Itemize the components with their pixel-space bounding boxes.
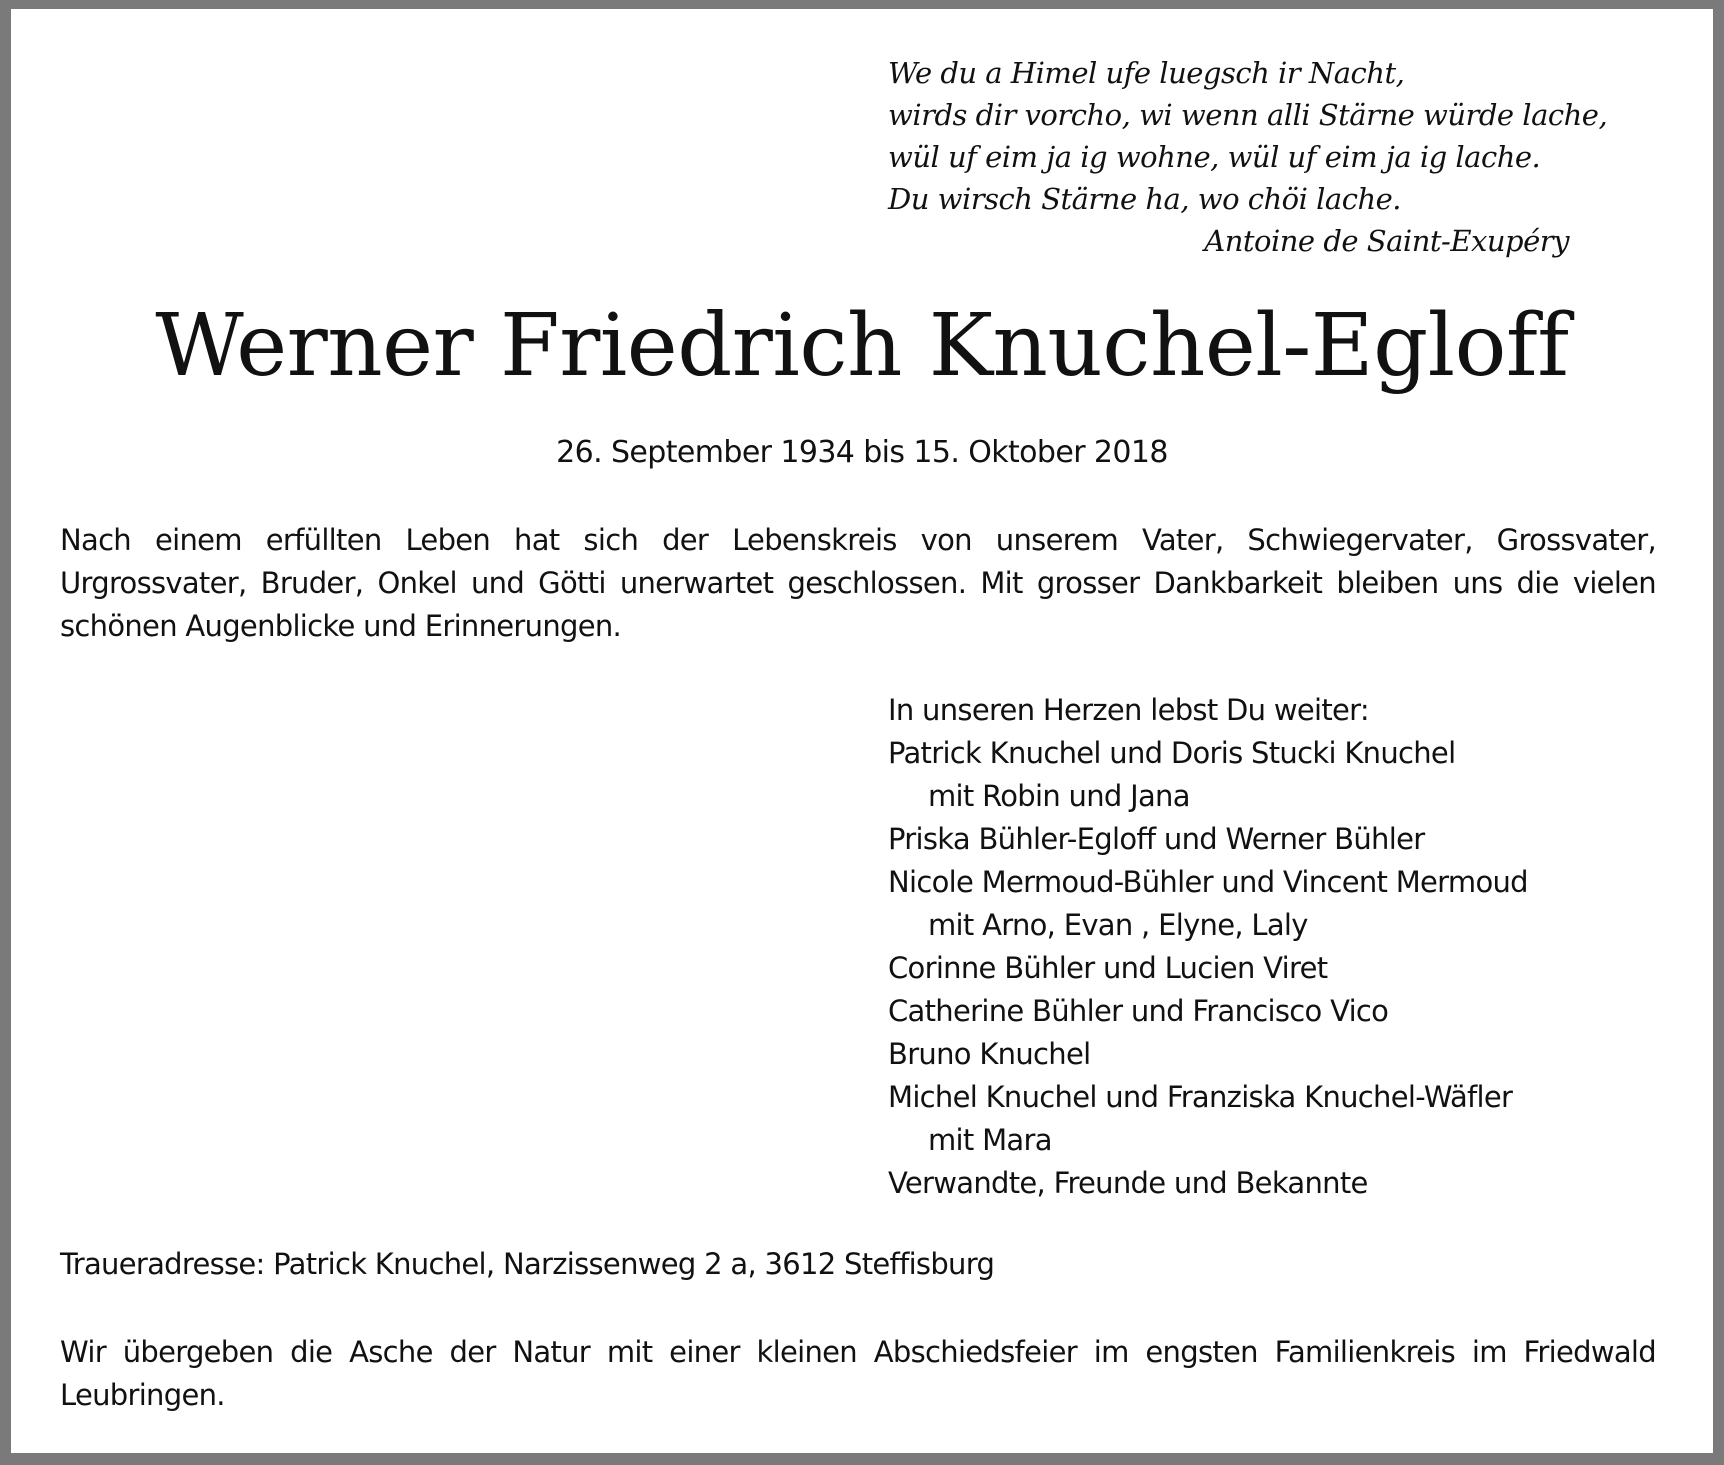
poem-line: wirds dir vorcho, wi wenn alli Stärne würde lache, bbox=[888, 98, 1608, 132]
family-entry: Priska Bühler-Egloff und Werner Bühler bbox=[888, 822, 1425, 856]
family-entry: Michel Knuchel und Franziska Knuchel-Wäfler bbox=[888, 1080, 1513, 1114]
obituary-notice bbox=[11, 9, 1713, 1453]
life-dates: 26. September 1934 bis 15. Oktober 2018 bbox=[556, 435, 1168, 470]
mourning-address: Traueradresse: Patrick Knuchel, Narzissenweg 2 a, 3612 Steffisburg bbox=[60, 1247, 995, 1281]
poem-line: We du a Himel ufe luegsch ir Nacht, bbox=[888, 56, 1405, 90]
family-entry: Corinne Bühler und Lucien Viret bbox=[888, 951, 1328, 985]
poem-author: Antoine de Saint-Exupéry bbox=[1204, 224, 1569, 258]
poem-line: wül uf eim ja ig wohne, wül uf eim ja ig lache. bbox=[888, 140, 1541, 174]
family-entry: Verwandte, Freunde und Bekannte bbox=[888, 1166, 1368, 1200]
family-list bbox=[888, 689, 1688, 1205]
family-entry: Nicole Mermoud-Bühler und Vincent Mermoud bbox=[888, 865, 1528, 899]
poem-line: Du wirsch Stärne ha, wo chöi lache. bbox=[888, 182, 1401, 216]
family-entry: Patrick Knuchel und Doris Stucki Knuchel bbox=[888, 736, 1456, 770]
intro-paragraph: Nach einem erfüllten Leben hat sich der Lebenskreis von unserem Vater, Schwiegervater, Grossvater, Urgrossvater, Bruder, Onkel und Götti unerwartet geschlossen. Mit grosser Dankbarkeit bleiben uns die vielen schönen Augenblicke und Erinnerungen. bbox=[60, 523, 1656, 643]
family-entry-children: mit Mara bbox=[928, 1123, 1052, 1157]
family-entry: Catherine Bühler und Francisco Vico bbox=[888, 994, 1389, 1028]
poem-block bbox=[888, 52, 1688, 262]
family-entry: Bruno Knuchel bbox=[888, 1037, 1091, 1071]
deceased-name: Werner Friedrich Knuchel-Egloff bbox=[155, 296, 1569, 396]
family-entry-children: mit Robin und Jana bbox=[928, 779, 1190, 813]
closing-paragraph: Wir übergeben die Asche der Natur mit einer kleinen Abschiedsfeier im engsten Familienkreis im Friedwald Leubringen. bbox=[60, 1335, 1656, 1412]
family-entry-children: mit Arno, Evan , Elyne, Laly bbox=[928, 908, 1308, 942]
family-heading: In unseren Herzen lebst Du weiter: bbox=[888, 693, 1369, 727]
